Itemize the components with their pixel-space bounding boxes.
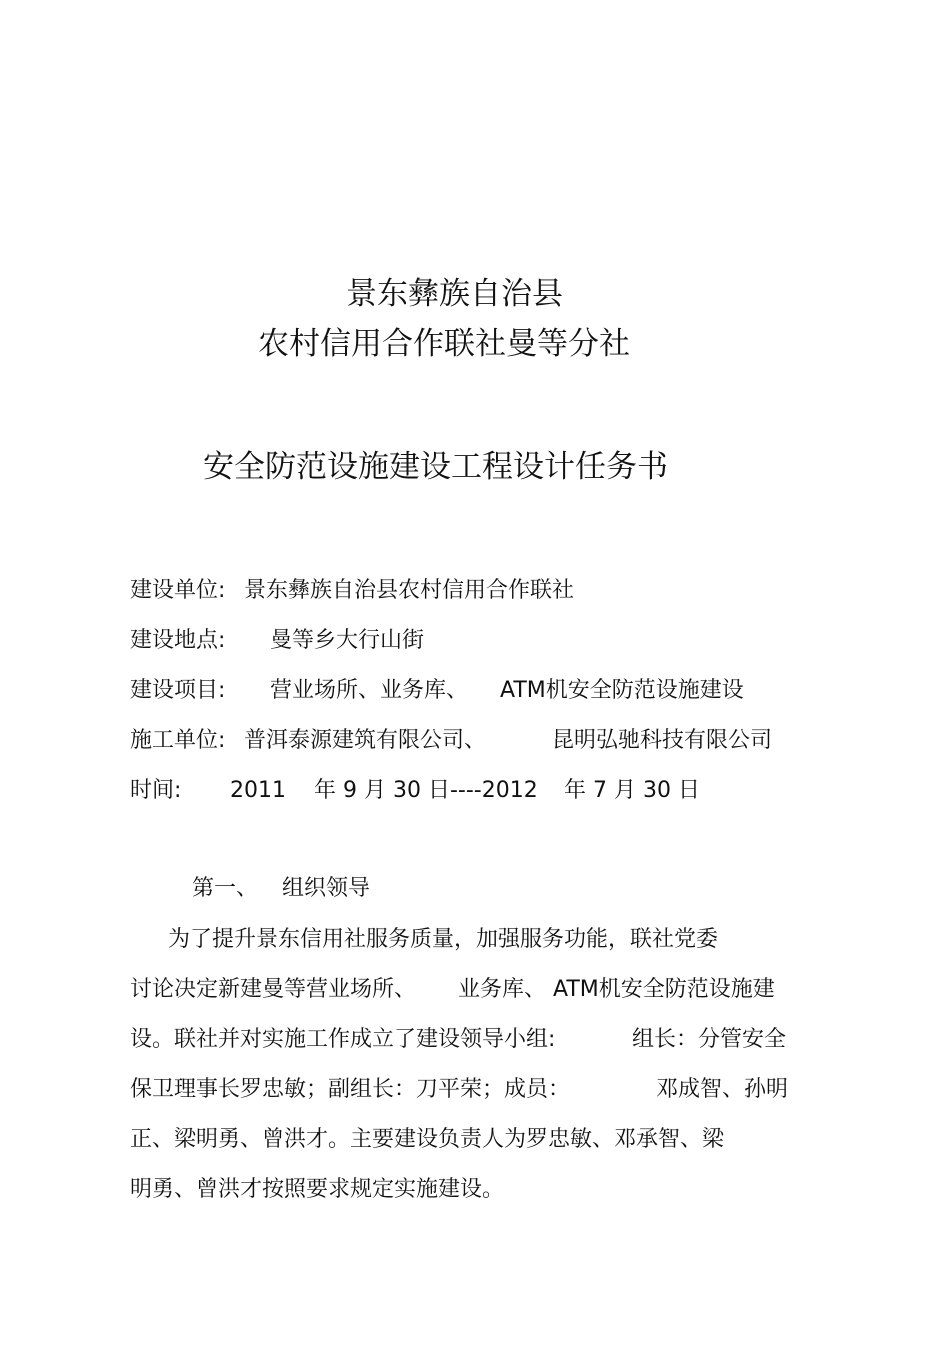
construction-location-label: 建设地点:: [130, 628, 226, 653]
time-label: 时间:: [130, 778, 182, 803]
construction-unit-row: [130, 580, 830, 606]
time-range-part-1: 年 9 月 30 日----2012: [314, 778, 538, 803]
time-range-part-2: 年 7 月 30 日: [564, 778, 700, 803]
paragraph-line-4-part-2: 邓成智、孙明: [656, 1077, 789, 1102]
paragraph-line-2: [130, 979, 830, 1005]
section-heading-row: [192, 878, 592, 904]
construction-location-row: [130, 630, 830, 656]
paragraph-line-2-part-1: 讨论决定新建曼等营业场所、: [130, 977, 417, 1002]
construction-project-row: [130, 680, 830, 706]
paragraph-line-3: [130, 1029, 830, 1055]
contractor-value-part-1: 普洱泰源建筑有限公司、: [244, 728, 487, 753]
construction-unit-label: 建设单位:: [130, 578, 226, 603]
construction-unit-value: 景东彝族自治县农村信用合作联社: [244, 578, 575, 603]
paragraph-line-1: 为了提升景东信用社服务质量，加强服务功能，联社党委: [168, 927, 719, 952]
document-title-line-1: 景东彝族自治县: [346, 276, 563, 312]
section-heading: 组织领导: [282, 876, 371, 901]
time-row: [130, 780, 830, 806]
contractor-row: [130, 730, 830, 756]
contractor-label: 施工单位:: [130, 728, 226, 753]
document-title-line-2: 农村信用合作联社曼等分社: [258, 326, 630, 362]
paragraph-line-4-part-1: 保卫理事长罗忠敏；副组长：刀平荣；成员：: [130, 1077, 571, 1102]
construction-project-label: 建设项目:: [130, 678, 226, 703]
paragraph-line-6: 明勇、曾洪才按照要求规定实施建设。: [130, 1177, 505, 1202]
paragraph-line-2-part-2: 业务库、 ATM机安全防范设施建: [458, 977, 775, 1002]
section-number: 第一、: [192, 876, 259, 901]
paragraph-line-3-part-1: 设。联社并对实施工作成立了建设领导小组:: [130, 1027, 556, 1052]
time-start-year: 2011: [230, 778, 286, 803]
construction-project-value-part-1: 营业场所、业务库、: [270, 678, 469, 703]
document-main-title: 安全防范设施建设工程设计任务书: [203, 449, 668, 485]
paragraph-line-3-part-2: 组长：分管安全: [632, 1027, 787, 1052]
paragraph-line-5: 正、梁明勇、曾洪才。主要建设负责人为罗忠敏、邓承智、梁: [130, 1127, 725, 1152]
construction-project-value-part-2: ATM机安全防范设施建设: [500, 678, 744, 703]
construction-location-value: 曼等乡大行山街: [270, 628, 425, 653]
paragraph-line-4: [130, 1079, 830, 1105]
contractor-value-part-2: 昆明弘驰科技有限公司: [552, 728, 773, 753]
